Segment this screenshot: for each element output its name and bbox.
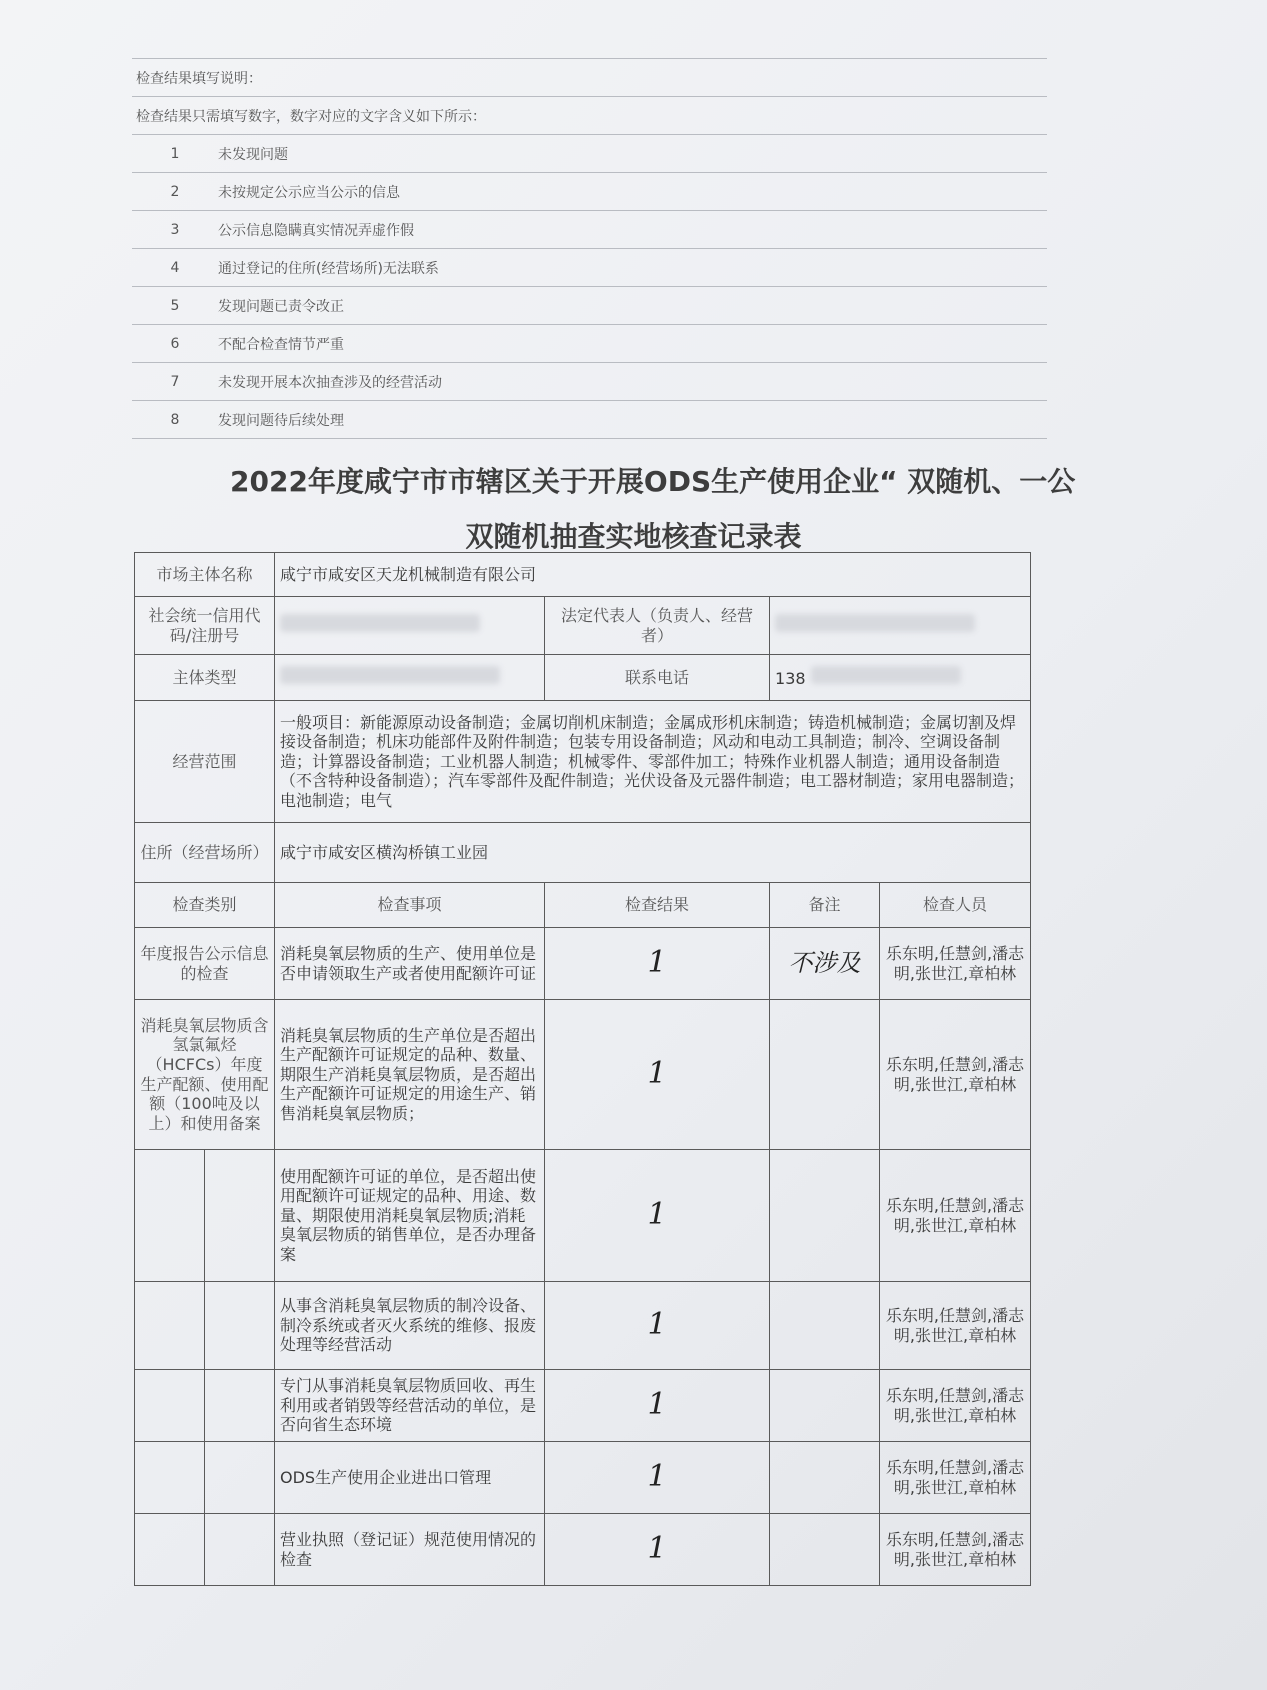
row-item: 从事含消耗臭氧层物质的制冷设备、制冷系统或者灭火系统的维修、报废处理等经营活动: [275, 1282, 545, 1370]
credit-code-label: 社会统一信用代码/注册号: [135, 597, 275, 655]
result-legend: [132, 58, 1047, 439]
row-subcategory: [205, 1514, 275, 1586]
inspection-record-table: [134, 552, 1031, 1586]
row-inspector: 乐东明,任慧剑,潘志明,张世江,章柏林: [880, 928, 1031, 1000]
legend-item: 3 公示信息隐瞒真实情况弄虚作假: [132, 211, 1047, 249]
row-remark: [770, 1442, 880, 1514]
row-item: 专门从事消耗臭氧层物质回收、再生利用或者销毁等经营活动的单位，是否向省生态环境: [275, 1370, 545, 1442]
redacted-block: [775, 614, 975, 632]
table-row: [135, 1150, 1031, 1282]
row-remark: [770, 1370, 880, 1442]
row-item: 使用配额许可证的单位，是否超出使用配额许可证规定的品种、用途、数量、期限使用消耗臭氧层物质;消耗臭氧层物质的销售单位，是否办理备案: [275, 1150, 545, 1282]
redacted-block: [280, 614, 480, 632]
row-subcategory: [205, 1370, 275, 1442]
row-subcategory: [205, 1442, 275, 1514]
col-category-header: 检查类别: [135, 883, 275, 928]
row-inspector: 乐东明,任慧剑,潘志明,张世江,章柏林: [880, 1150, 1031, 1282]
address-value: 咸宁市咸安区横沟桥镇工业园: [275, 823, 1031, 883]
row-inspector: 乐东明,任慧剑,潘志明,张世江,章柏林: [880, 1514, 1031, 1586]
legend-item: 6 不配合检查情节严重: [132, 325, 1047, 363]
row-subcategory: [205, 1282, 275, 1370]
legend-item: 1 未发现问题: [132, 135, 1047, 173]
row-inspector: 乐东明,任慧剑,潘志明,张世江,章柏林: [880, 1370, 1031, 1442]
entity-name-label: 市场主体名称: [135, 553, 275, 597]
table-row: [135, 1000, 1031, 1150]
redacted-block: [811, 666, 961, 684]
row-category: 年度报告公示信息的检查: [135, 928, 275, 1000]
legend-item: 2 未按规定公示应当公示的信息: [132, 173, 1047, 211]
row-item: ODS生产使用企业进出口管理: [275, 1442, 545, 1514]
row-result: 1: [545, 1514, 770, 1586]
redacted-block: [280, 666, 500, 684]
row-subcategory: [205, 1150, 275, 1282]
row-item: 消耗臭氧层物质的生产单位是否超出生产配额许可证规定的品种、数量、期限生产消耗臭氧层物质，是否超出生产配额许可证规定的用途生产、销售消耗臭氧层物质；: [275, 1000, 545, 1150]
legend-item: 5 发现问题已责令改正: [132, 287, 1047, 325]
col-inspector-header: 检查人员: [880, 883, 1031, 928]
legend-item: 4 通过登记的住所(经营场所)无法联系: [132, 249, 1047, 287]
row-inspector: 乐东明,任慧剑,潘志明,张世江,章柏林: [880, 1442, 1031, 1514]
phone-value: 138: [770, 655, 1031, 701]
row-remark: 不涉及: [770, 928, 880, 1000]
row-category: 消耗臭氧层物质含氢氯氟烃（HCFCs）年度生产配额、使用配额（100吨及以上）和使用备案: [135, 1000, 275, 1150]
credit-code-value: [275, 597, 545, 655]
row-remark: [770, 1000, 880, 1150]
legal-rep-value: [770, 597, 1031, 655]
row-category: [135, 1442, 205, 1514]
legend-item: 7 未发现开展本次抽查涉及的经营活动: [132, 363, 1047, 401]
row-category: [135, 1150, 205, 1282]
row-inspector: 乐东明,任慧剑,潘志明,张世江,章柏林: [880, 1000, 1031, 1150]
business-scope-label: 经营范围: [135, 701, 275, 823]
table-row: [135, 1442, 1031, 1514]
table-row: [135, 1370, 1031, 1442]
row-remark: [770, 1514, 880, 1586]
document-title-line2: 双随机抽查实地核查记录表: [465, 520, 802, 553]
phone-label: 联系电话: [545, 655, 770, 701]
legend-subheader: 检查结果只需填写数字，数字对应的文字含义如下所示：: [132, 97, 1047, 135]
col-result-header: 检查结果: [545, 883, 770, 928]
row-result: 1: [545, 1370, 770, 1442]
row-result: 1: [545, 1000, 770, 1150]
row-result: 1: [545, 928, 770, 1000]
col-item-header: 检查事项: [275, 883, 545, 928]
row-item: 消耗臭氧层物质的生产、使用单位是否申请领取生产或者使用配额许可证: [275, 928, 545, 1000]
row-item: 营业执照（登记证）规范使用情况的检查: [275, 1514, 545, 1586]
business-scope-value: 一般项目：新能源原动设备制造；金属切削机床制造；金属成形机床制造；铸造机械制造；金属切割及焊接设备制造；机床功能部件及附件制造；包装专用设备制造；风动和电动工具制造；制冷、空调设备制造；计算器设备制造；工业机器人制造；机械零件、零部件加工；特殊作业机器人制造；通用设备制造（不含特种设备制造）；汽车零部件及配件制造；光伏设备及元器件制造；电工器材制造；家用电器制造；电池制造；电气: [275, 701, 1031, 823]
row-inspector: 乐东明,任慧剑,潘志明,张世江,章柏林: [880, 1282, 1031, 1370]
row-category: [135, 1514, 205, 1586]
row-category: [135, 1282, 205, 1370]
legend-item: 8 发现问题待后续处理: [132, 401, 1047, 439]
address-label: 住所（经营场所）: [135, 823, 275, 883]
legal-rep-label: 法定代表人（负责人、经营者）: [545, 597, 770, 655]
entity-type-value: [275, 655, 545, 701]
row-result: 1: [545, 1282, 770, 1370]
document-title-line1: 2022年度咸宁市市辖区关于开展ODS生产使用企业“ 双随机、一公: [230, 465, 1076, 498]
row-result: 1: [545, 1442, 770, 1514]
legend-header: 检查结果填写说明：: [132, 58, 1047, 97]
row-remark: [770, 1150, 880, 1282]
row-category: [135, 1370, 205, 1442]
row-remark: [770, 1282, 880, 1370]
table-row: [135, 1514, 1031, 1586]
entity-name-value: 咸宁市咸安区天龙机械制造有限公司: [275, 553, 1031, 597]
entity-type-label: 主体类型: [135, 655, 275, 701]
row-result: 1: [545, 1150, 770, 1282]
table-row: [135, 928, 1031, 1000]
table-row: [135, 1282, 1031, 1370]
col-remark-header: 备注: [770, 883, 880, 928]
